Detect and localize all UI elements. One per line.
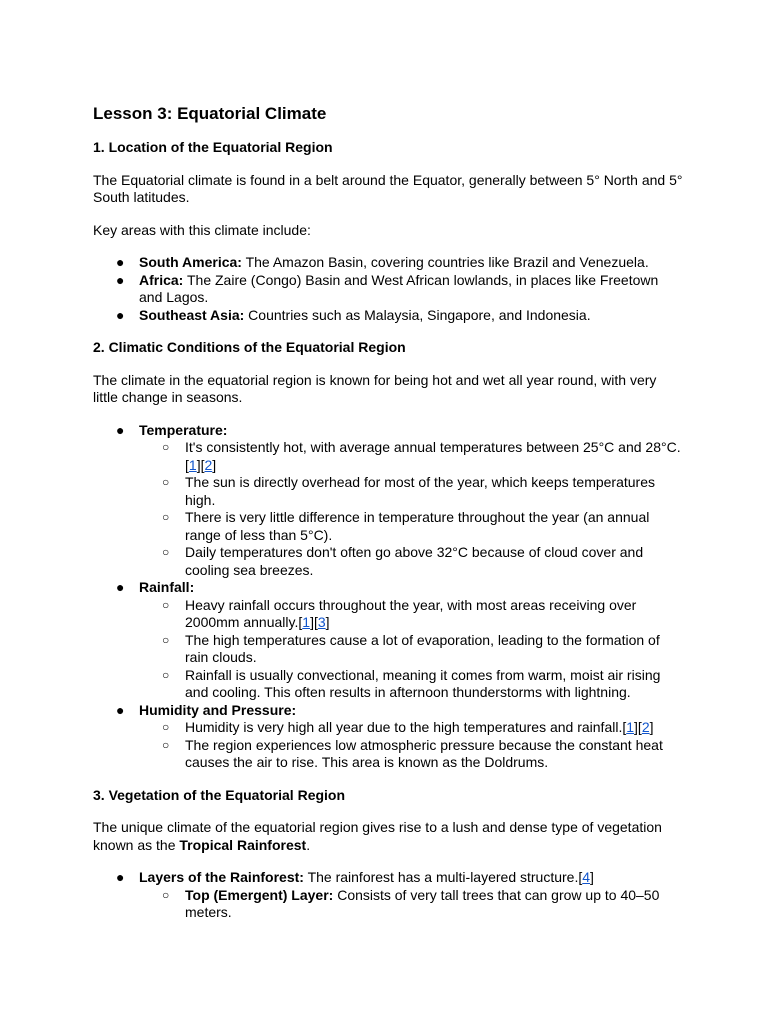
intro-text-end: . xyxy=(306,836,311,853)
sub-list-item-text: Heavy rainfall occurs throughout the year, with most areas receiving over 2000mm annually. xyxy=(185,596,637,630)
list-item-term: Africa: xyxy=(139,271,184,288)
sub-list-item-text: The high temperatures cause a lot of evaporation, leading to the formation of rain clouds. xyxy=(185,631,660,665)
key-areas-list xyxy=(93,254,683,324)
list-item-humidity xyxy=(93,702,683,772)
sub-list-item xyxy=(139,509,683,544)
sub-list-item: ○ It's consistently hot, with average annual temperatures between 25°C and 28°C.[1][2] xyxy=(162,439,681,473)
vegetation-list xyxy=(93,869,683,922)
list-item-term: Rainfall: xyxy=(139,579,195,595)
sub-bullet-icon: ○ xyxy=(162,667,170,682)
bullet-icon: ● xyxy=(116,421,125,438)
list-item-layers: ● Layers of the Rainforest: The rainforest has a multi-layered structure.[4] ○ Top (Emergent) Layer: Consists of very tall trees that can grow up to 40–50 meters. xyxy=(93,869,683,922)
temperature-sublist xyxy=(139,439,683,579)
section-1-intro: The Equatorial climate is found in a belt around the Equator, generally between 5° North and 5° South latitudes. xyxy=(93,171,683,205)
sub-list-item-text: The region experiences low atmospheric pressure because the constant heat causes the air to rise. This area is known as the Doldrums. xyxy=(185,736,663,770)
sub-list-item-text: Humidity is very high all year due to the high temperatures and rainfall. xyxy=(185,719,623,735)
sub-list-item xyxy=(139,632,683,667)
sub-bullet-icon: ○ xyxy=(162,545,170,559)
sub-list-item-term: Top (Emergent) Layer: xyxy=(185,886,334,903)
sub-bullet-icon: ○ xyxy=(162,475,170,489)
bullet-icon: ● xyxy=(116,271,125,288)
layers-sublist xyxy=(139,887,683,922)
bullet-icon: ● xyxy=(116,869,125,885)
sub-bullet-icon: ○ xyxy=(162,720,170,734)
bullet-icon: ● xyxy=(116,306,125,323)
citation-link[interactable]: 4 xyxy=(582,869,591,885)
bullet-icon: ● xyxy=(116,701,125,718)
citation-link[interactable]: 3 xyxy=(317,614,326,630)
list-item-term: Southeast Asia: xyxy=(139,306,245,323)
sub-list-item-text: There is very little difference in temperature throughout the year (an annual range of less than 5°C). xyxy=(185,509,650,543)
list-item-term: Temperature: xyxy=(139,421,228,438)
section-2-heading: 2. Climatic Conditions of the Equatorial Region xyxy=(93,339,406,355)
section-3-heading: 3. Vegetation of the Equatorial Region xyxy=(93,786,346,803)
sub-list-item: ○ Humidity is very high all year due to the high temperatures and rainfall.[1][2] xyxy=(162,719,654,735)
page-title: Lesson 3: Equatorial Climate xyxy=(93,104,327,123)
section-1-heading: 1. Location of the Equatorial Region xyxy=(93,139,333,155)
sub-bullet-icon: ○ xyxy=(162,510,170,524)
sub-list-item: ○ Heavy rainfall occurs throughout the year, with most areas receiving over 2000mm annually.[1][3] xyxy=(162,596,637,630)
section-3-intro xyxy=(93,819,683,854)
bullet-icon: ● xyxy=(116,579,125,595)
list-item-term: Layers of the Rainforest: xyxy=(139,869,304,885)
humidity-sublist xyxy=(139,719,683,772)
list-item-rainfall xyxy=(93,579,683,702)
sub-list-item-text: The sun is directly overhead for most of the year, which keeps temperatures high. xyxy=(185,474,656,508)
sub-bullet-icon: ○ xyxy=(162,887,170,902)
climate-conditions-list xyxy=(93,422,683,772)
section-2-intro: The climate in the equatorial region is known for being hot and wet all year round, with very little change in seasons. xyxy=(93,371,657,405)
sub-list-item xyxy=(139,887,683,922)
list-item-text: The Zaire (Congo) Basin and West African lowlands, in places like Freetown and Lagos. xyxy=(139,271,659,305)
intro-bold-term: Tropical Rainforest xyxy=(179,836,307,853)
list-item-text: The rainforest has a multi-layered structure. xyxy=(303,869,579,885)
sub-list-item-text: It's consistently hot, with average annual temperatures between 25°C and 28°C. xyxy=(185,439,681,455)
citation-link[interactable]: 1 xyxy=(626,719,635,735)
list-item-temperature xyxy=(93,422,683,580)
list-item xyxy=(93,272,683,307)
sub-list-item xyxy=(139,737,683,772)
citation-link[interactable]: 2 xyxy=(641,719,650,735)
bullet-icon: ● xyxy=(116,254,125,270)
sub-list-item-text: Daily temperatures don't often go above 32°C because of cloud cover and cooling sea breezes. xyxy=(185,544,644,578)
sub-bullet-icon: ○ xyxy=(162,597,170,612)
list-item xyxy=(93,254,683,272)
citation-link[interactable]: 1 xyxy=(188,456,197,473)
sub-bullet-icon: ○ xyxy=(162,737,170,752)
document-page xyxy=(93,103,683,937)
citation-link[interactable]: 2 xyxy=(204,456,213,473)
list-item-text: The Amazon Basin, covering countries like Brazil and Venezuela. xyxy=(241,254,649,270)
sub-list-item-text: Rainfall is usually convectional, meaning it comes from warm, moist air rising and cooling. This often results in afternoon thunderstorms with lightning. xyxy=(185,666,661,700)
list-item-term: Humidity and Pressure: xyxy=(139,701,297,718)
sub-list-item xyxy=(139,544,683,579)
sub-bullet-icon: ○ xyxy=(162,440,170,454)
list-item-term: South America: xyxy=(139,254,242,270)
citation-link[interactable]: 1 xyxy=(302,614,311,630)
sub-bullet-icon: ○ xyxy=(162,632,170,647)
list-item-text: Countries such as Malaysia, Singapore, and Indonesia. xyxy=(244,306,591,323)
rainfall-sublist xyxy=(139,597,683,702)
list-item xyxy=(93,307,683,325)
key-areas-label: Key areas with this climate include: xyxy=(93,221,311,238)
intro-text: The unique climate of the equatorial region gives rise to a lush and dense type of vegetation known as the xyxy=(93,819,662,853)
sub-list-item xyxy=(139,667,683,702)
sub-list-item xyxy=(139,474,683,509)
sub-list-item-text: Consists of very tall trees that can grow up to 40–50 meters. xyxy=(185,886,660,920)
